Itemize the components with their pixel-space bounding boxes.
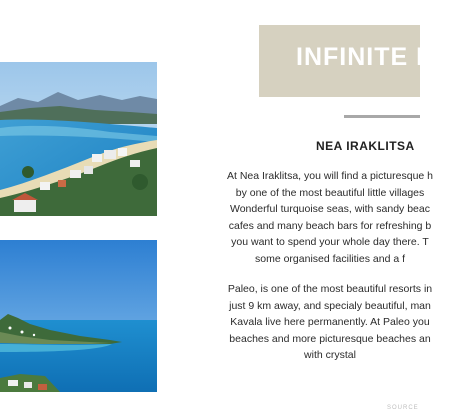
text-line: Kavala live here permanently. At Paleo you	[230, 316, 430, 329]
section-heading: NEA IRAKLITSA	[316, 139, 415, 153]
text-line: At Nea Iraklitsa, you will find a picturesque h	[226, 170, 434, 182]
paragraph-nea-iraklitsa	[200, 168, 460, 268]
text-line: by one of the most beautiful little villages	[235, 186, 425, 199]
text-line: some organised facilities and a f	[255, 252, 405, 265]
text-line: you want to spend your whole day there. T	[231, 236, 429, 249]
divider-rule	[344, 115, 420, 118]
text-line: just 9 km away, and specialy beautiful, man	[229, 299, 431, 312]
text-line: cafes and many beach bars for refreshing b	[228, 219, 432, 232]
title-banner	[259, 25, 453, 97]
paragraph-paleo	[200, 281, 460, 364]
coastal-bay-photo	[0, 62, 157, 216]
source-credit: SOURCE	[387, 405, 419, 411]
slide-title: INFINITE BE	[296, 43, 453, 71]
text-line: with crystal	[304, 349, 356, 362]
text-line: beaches and more picturesque beaches an	[229, 332, 431, 345]
peninsula-sea-photo	[0, 240, 157, 392]
text-line: Wonderful turquoise seas, with sandy beac	[229, 203, 430, 216]
text-line: Paleo, is one of the most beautiful resorts in	[227, 283, 433, 295]
